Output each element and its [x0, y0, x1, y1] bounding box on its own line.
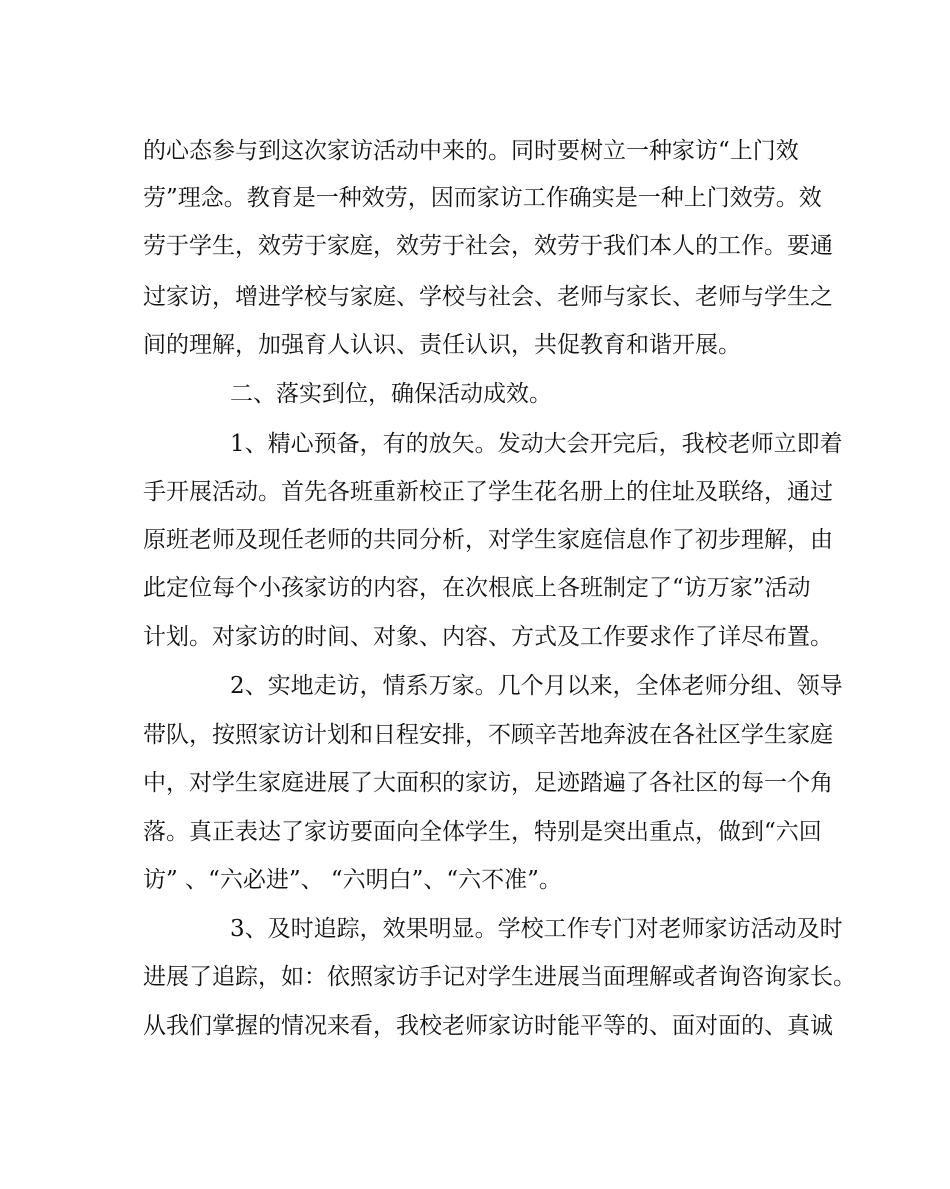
text-line: 中，对学生家庭进展了大面积的家访，足迹踏遍了各社区的每一个角: [143, 770, 833, 796]
text-line: 从我们掌握的情况来看，我校老师家访时能平等的、面对面的、真诚: [143, 1013, 833, 1039]
text-line: 手开展活动。首先各班重新校正了学生花名册上的住址及联络，通过: [143, 479, 833, 505]
text-line: 的心态参与到这次家访活动中来的。同时要树立一种家访“上门效: [143, 138, 799, 164]
text-line: 此定位每个小孩家访的内容，在次根底上各班制定了“访万家”活动: [143, 575, 811, 601]
text-line: 原班老师及现任老师的共同分析，对学生家庭信息作了初步理解，由: [143, 527, 833, 553]
text-line: 落。真正表达了家访要面向全体学生，特别是突出重点，做到“六回: [143, 819, 822, 845]
text-line: 1、精心预备，有的放矢。发动大会开完后，我校老师立即着: [230, 431, 843, 457]
text-line: 2、实地走访，情系万家。几个月以来，全体老师分组、领导: [230, 673, 843, 699]
text-line: 计划。对家访的时间、对象、内容、方式及工作要求作了详尽布置。: [143, 624, 833, 650]
text-line: 3、及时追踪，效果明显。学校工作专门对老师家访活动及时: [230, 916, 843, 942]
text-line: 进展了追踪，如：依照家访手记对学生进展当面理解或者询咨询家长。: [143, 964, 856, 990]
text-line: 访” 、“六必进”、 “六明白”、“六不准”。: [143, 867, 562, 893]
section-heading: 二、落实到位，确保活动成效。: [230, 381, 552, 407]
text-line: 过家访，增进学校与家庭、学校与社会、老师与家长、老师与学生之: [143, 284, 833, 310]
text-line: 劳于学生，效劳于家庭，效劳于社会，效劳于我们本人的工作。要通: [143, 233, 833, 259]
text-line: 间的理解，加强育人认识、责任认识，共促教育和谐开展。: [143, 332, 741, 358]
text-line: 劳”理念。教育是一种效劳，因而家访工作确实是一种上门效劳。效: [143, 185, 822, 211]
text-line: 带队，按照家访计划和日程安排，不顾辛苦地奔波在各社区学生家庭: [143, 722, 833, 748]
